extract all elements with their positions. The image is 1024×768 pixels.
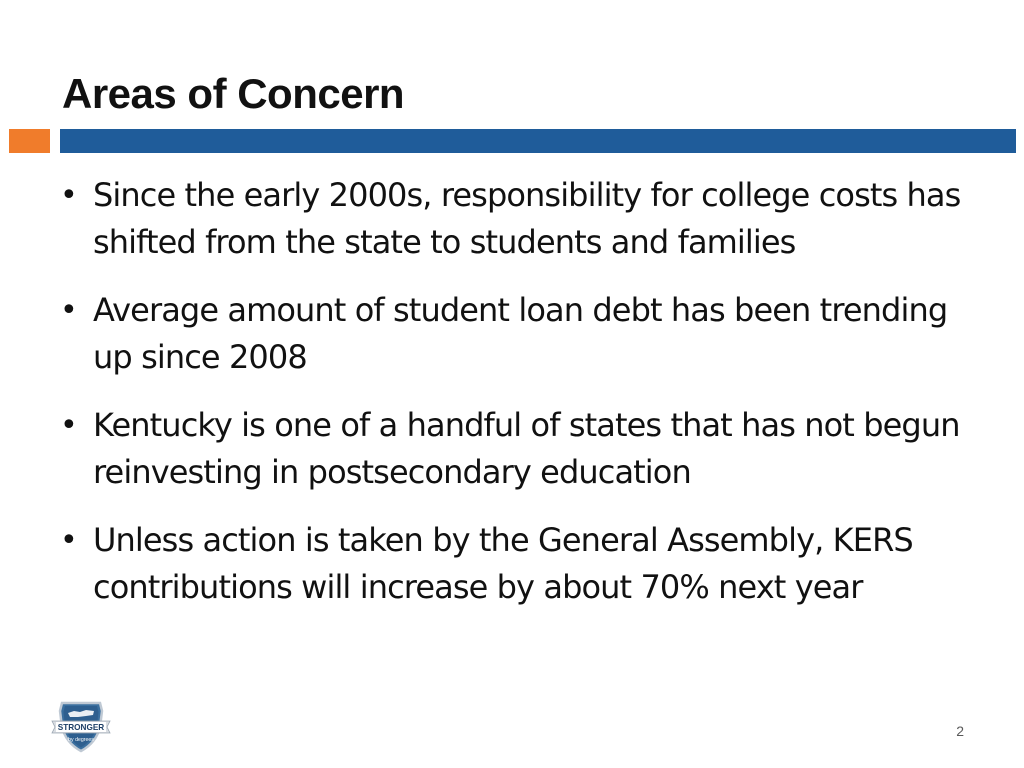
- logo-word: STRONGER: [57, 723, 105, 732]
- accent-square: [9, 129, 50, 153]
- bullet-item: [60, 402, 990, 496]
- bullet-marker: •: [60, 408, 77, 443]
- bullet-item: [60, 172, 990, 266]
- logo-tagline: by degrees: [68, 737, 94, 743]
- bullet-item: [60, 517, 990, 611]
- bullet-list: [60, 172, 990, 632]
- bullet-text: Unless action is taken by the General Assembly, KERS contributions will increase by about 70% next year: [93, 521, 913, 606]
- bullet-item: [60, 287, 990, 381]
- slide-number: 2: [956, 723, 964, 739]
- slide-title: Areas of Concern: [62, 70, 405, 117]
- bullet-text: Kentucky is one of a handful of states that has not begun reinvesting in postsecondary education: [93, 406, 960, 491]
- bullet-marker: •: [60, 178, 77, 213]
- bullet-text: Since the early 2000s, responsibility for college costs has shifted from the state to students and families: [93, 176, 961, 261]
- bullet-marker: •: [60, 523, 77, 558]
- bullet-marker: •: [60, 293, 77, 328]
- bullet-text: Average amount of student loan debt has been trending up since 2008: [93, 291, 948, 376]
- stronger-by-degrees-logo-icon: [50, 699, 112, 753]
- title-rule-bar: [60, 129, 1016, 153]
